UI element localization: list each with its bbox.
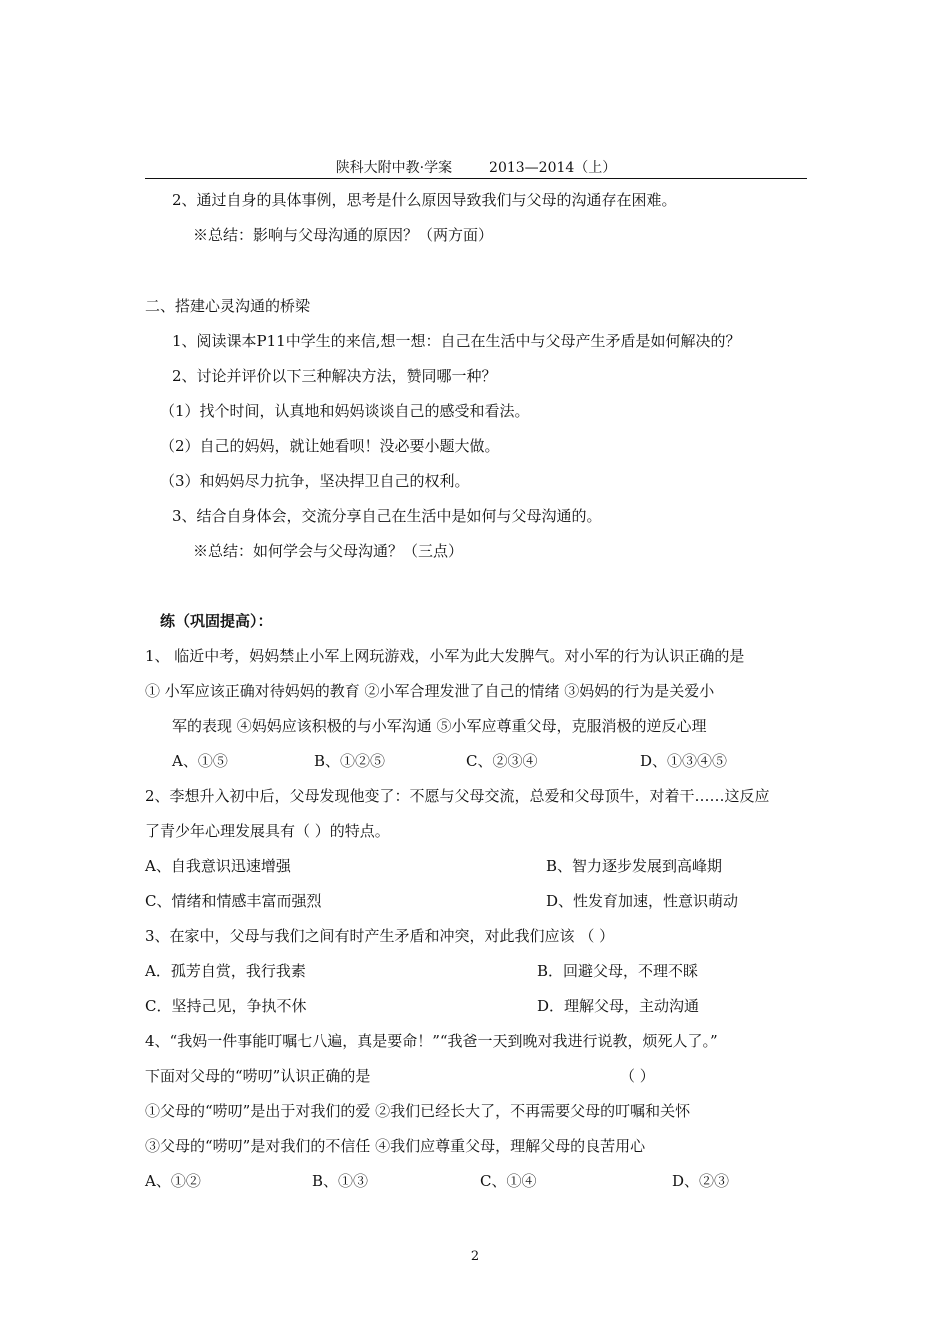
page-number: 2	[470, 1249, 480, 1264]
practice-q1-option-c: C、②③④	[466, 752, 538, 770]
practice-q1-line2: ① 小军应该正确对待妈妈的教育 ②小军合理发泄了自己的情绪 ③妈妈的行为是关爱小	[145, 682, 715, 700]
section2-question-3: 3、结合自身体会，交流分享自己在生活中是如何与父母沟通的。	[172, 507, 602, 525]
practice-q1-option-d: D、①③④⑤	[640, 752, 728, 770]
practice-q3-option-c: C．坚持己见，争执不休	[145, 997, 307, 1015]
section1-question-2: 2、通过自身的具体事例，思考是什么原因导致我们与父母的沟通存在困难。	[172, 191, 677, 209]
section2-summary: ※总结：如何学会与父母沟通？（三点）	[193, 542, 464, 560]
practice-q4-option-b: B、①③	[312, 1172, 369, 1190]
section2-option-2: （2）自己的妈妈，就让她看呗！没必要小题大做。	[160, 437, 500, 455]
section1-summary: ※总结：影响与父母沟通的原因？（两方面）	[193, 226, 494, 244]
header-school: 陕科大附中教·学案	[335, 160, 453, 176]
page-header	[145, 158, 807, 178]
section2-title: 二、搭建心灵沟通的桥梁	[145, 297, 311, 315]
section2-option-3: （3）和妈妈尽力抗争，坚决捍卫自己的权利。	[160, 472, 470, 490]
practice-q3-stem: 3、在家中，父母与我们之间有时产生矛盾和冲突，对此我们应该 （ ）	[145, 927, 615, 945]
header-term: 2013—2014（上）	[489, 160, 617, 176]
practice-q2-option-c: C、情绪和情感丰富而强烈	[145, 892, 322, 910]
practice-q3-option-d: D．理解父母，主动沟通	[537, 997, 700, 1015]
section2-question-2: 2、讨论并评价以下三种解决方法，赞同哪一种？	[172, 367, 497, 385]
practice-q3-option-b: B．回避父母，不理不睬	[537, 962, 699, 980]
practice-q4-stem-2: 下面对父母的“唠叨”认识正确的是	[145, 1067, 371, 1085]
practice-q3-option-a: A．孤芳自赏，我行我素	[145, 962, 306, 980]
header-rule	[145, 178, 807, 179]
practice-q1-option-b: B、①②⑤	[314, 752, 386, 770]
practice-q2-stem-2: 了青少年心理发展具有（ ）的特点。	[145, 822, 390, 840]
practice-q2-stem-1: 2、李想升入初中后，父母发现他变了：不愿与父母交流，总爱和父母顶牛，对着干……这反应	[145, 787, 770, 805]
practice-q2-option-a: A、自我意识迅速增强	[145, 857, 291, 875]
practice-q1-stem: 1、 临近中考，妈妈禁止小军上网玩游戏，小军为此大发脾气。对小军的行为认识正确的是	[145, 647, 745, 665]
section2-question-1: 1、阅读课本P11中学生的来信,想一想：自己在生活中与父母产生矛盾是如何解决的？	[172, 332, 741, 350]
practice-q4-option-a: A、①②	[145, 1172, 201, 1190]
practice-q4-line4: ③父母的“唠叨”是对我们的不信任 ④我们应尊重父母，理解父母的良苦用心	[145, 1137, 646, 1155]
practice-q4-answer-paren: （ ）	[620, 1067, 655, 1085]
practice-q4-option-d: D、②③	[672, 1172, 730, 1190]
practice-q1-line3: 军的表现 ④妈妈应该积极的与小军沟通 ⑤小军应尊重父母，克服消极的逆反心理	[172, 717, 707, 735]
practice-q4-line3: ①父母的“唠叨”是出于对我们的爱 ②我们已经长大了，不再需要父母的叮嘱和关怀	[145, 1102, 691, 1120]
practice-q1-option-a: A、①⑤	[172, 752, 228, 770]
practice-q4-stem-1: 4、“我妈一件事能叮嘱七八遍，真是要命！”“我爸一天到晚对我进行说教，烦死人了。”	[145, 1032, 718, 1050]
practice-title: 练（巩固提高）：	[160, 612, 273, 630]
practice-q4-option-c: C、①④	[480, 1172, 537, 1190]
section2-option-1: （1）找个时间，认真地和妈妈谈谈自己的感受和看法。	[160, 402, 530, 420]
practice-q2-option-b: B、智力逐步发展到高峰期	[546, 857, 723, 875]
practice-q2-option-d: D、性发育加速，性意识萌动	[546, 892, 739, 910]
